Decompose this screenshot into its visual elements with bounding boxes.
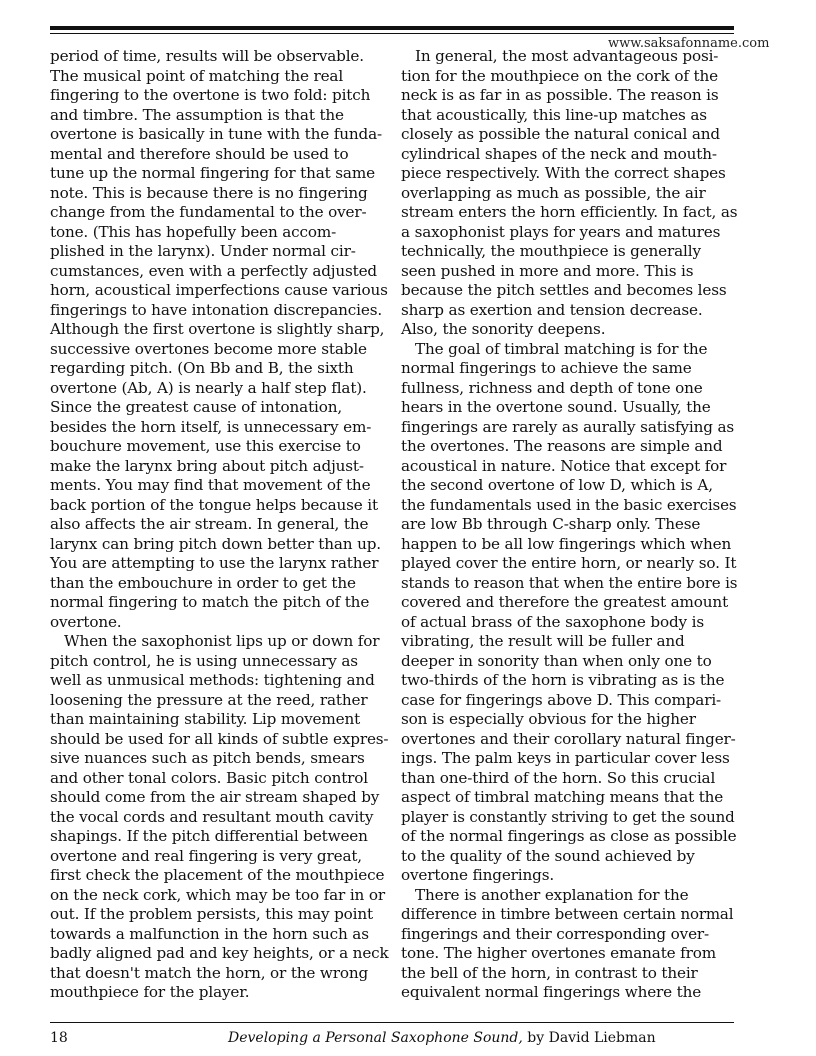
text-line: besides the horn itself, is unnecessary em- (50, 417, 372, 436)
text-line: fullness, richness and depth of tone one (401, 378, 703, 397)
text-line: stream enters the horn efficiently. In fact, as (401, 203, 738, 221)
text-line: bouchure movement, use this exercise to (50, 437, 361, 455)
text-line: should be used for all kinds of subtle expres- (50, 729, 389, 748)
text-line: ments. You may find that movement of the (50, 476, 371, 494)
text-line: to the quality of the sound achieved by (401, 846, 695, 865)
text-line: There is another explanation for the (415, 885, 689, 904)
text-line: than one-third of the horn. So this crucial (401, 768, 716, 787)
text-line: tone. (This has hopefully been accom- (50, 222, 337, 241)
text-line: ings. The palm keys in particular cover less (401, 749, 730, 767)
text-line: Since the greatest cause of intonation, (50, 398, 343, 416)
text-line: two-thirds of the horn is vibrating as is the (401, 671, 725, 689)
text-line: out. If the problem persists, this may point (50, 905, 373, 923)
text-line: and timbre. The assumption is that the (50, 105, 344, 124)
text-line: cylindrical shapes of the neck and mouth- (401, 144, 717, 163)
text-line: aspect of timbral matching means that the (401, 788, 724, 806)
text-line: the vocal cords and resultant mouth cavity (50, 807, 374, 826)
text-line: first check the placement of the mouthpiece (50, 866, 385, 884)
text-line: sive nuances such as pitch bends, smears (50, 749, 365, 767)
text-line: fingerings are rarely as aurally satisfying as (401, 417, 735, 436)
top-rule-thick (50, 26, 734, 30)
text-line: period of time, results will be observable. (50, 47, 364, 65)
text-line: happen to be all low fingerings which when (401, 534, 732, 553)
text-line: well as unmusical methods: tightening and (50, 671, 375, 689)
text-line: fingering to the overtone is two fold: pitch (50, 86, 371, 104)
text-line: badly aligned pad and key heights, or a neck (50, 944, 389, 962)
text-line: The musical point of matching the real (50, 66, 344, 85)
text-line: because the pitch settles and becomes less (401, 281, 727, 299)
text-line: on the neck cork, which may be too far in or (50, 885, 385, 904)
left-column (50, 47, 390, 1003)
text-line: player is constantly striving to get the sound (401, 807, 735, 826)
text-line: sharp as exertion and tension decrease. (401, 300, 703, 319)
text-line: In general, the most advantageous posi- (415, 47, 719, 65)
right-column (401, 47, 737, 1003)
text-line: acoustical in nature. Notice that except for (401, 456, 727, 475)
text-line: regarding pitch. (On Bb and B, the sixth (50, 359, 354, 377)
text-line: also affects the air stream. In general, the (50, 515, 369, 533)
text-line: of the normal fingerings as close as possible (401, 827, 737, 845)
text-line: the overtones. The reasons are simple and (401, 437, 723, 455)
text-line: piece respectively. With the correct shapes (401, 164, 726, 182)
page-number: 18 (50, 1030, 68, 1046)
footer-citation (228, 1029, 656, 1047)
text-line: overtone fingerings. (401, 866, 555, 884)
text-line: of actual brass of the saxophone body is (401, 612, 704, 631)
text-line: tion for the mouthpiece on the cork of the (401, 66, 718, 85)
text-line: that acoustically, this line-up matches as (401, 105, 707, 124)
text-line: overtones and their corollary natural finger- (401, 729, 736, 748)
text-line: are low Bb through C-sharp only. These (401, 515, 701, 533)
text-line: pitch control, he is using unnecessary as (50, 651, 358, 670)
text-line: change from the fundamental to the over- (50, 203, 367, 221)
text-line: normal fingering to match the pitch of the (50, 593, 370, 611)
text-line: difference in timbre between certain normal (401, 905, 734, 923)
text-line: than the embouchure in order to get the (50, 573, 356, 592)
text-line: stands to reason that when the entire bore is (401, 573, 738, 592)
text-line: should come from the air stream shaped by (50, 788, 380, 806)
top-rule-thin (50, 33, 734, 34)
text-line: and other tonal colors. Basic pitch control (50, 768, 368, 787)
text-line: You are attempting to use the larynx rather (50, 554, 379, 572)
text-line: fingerings and their corresponding over- (401, 924, 710, 943)
text-line: case for fingerings above D. This compari- (401, 690, 722, 709)
text-line: Although the first overtone is slightly sharp, (50, 320, 385, 338)
text-line: closely as possible the natural conical and (401, 125, 720, 143)
text-line: the fundamentals used in the basic exercises (401, 495, 737, 514)
text-line: than maintaining stability. Lip movement (50, 710, 361, 728)
text-line: shapings. If the pitch differential between (50, 827, 368, 845)
text-line: normal fingerings to achieve the same (401, 359, 692, 377)
author-byline: by David Liebman (522, 1030, 656, 1046)
text-line: back portion of the tongue helps because it (50, 495, 378, 514)
text-line: Also, the sonority deepens. (401, 320, 606, 338)
text-line: mouthpiece for the player. (50, 983, 250, 1001)
text-line: towards a malfunction in the horn such as (50, 924, 369, 943)
text-line: seen pushed in more and more. This is (401, 261, 694, 280)
text-line: neck is as far in as possible. The reason is (401, 86, 719, 104)
text-line: overtone and real fingering is very great, (50, 846, 362, 865)
text-line: a saxophonist plays for years and matures (401, 222, 721, 241)
text-line: covered and therefore the greatest amount (401, 593, 729, 611)
text-line: technically, the mouthpiece is generally (401, 242, 701, 260)
text-line: overtone (Ab, A) is nearly a half step flat). (50, 378, 367, 397)
text-line: overlapping as much as possible, the air (401, 183, 706, 202)
text-line: When the saxophonist lips up or down for (64, 632, 380, 650)
text-line: the bell of the horn, in contrast to their (401, 963, 698, 982)
text-line: equivalent normal fingerings where the (401, 983, 702, 1001)
text-line: son is especially obvious for the higher (401, 710, 696, 728)
text-line: that doesn't match the horn, or the wrong (50, 963, 369, 982)
text-line: deeper in sonority than when only one to (401, 651, 712, 670)
text-line: make the larynx bring about pitch adjust- (50, 456, 364, 475)
watermark-url: www.saksafonname.com (608, 36, 770, 51)
text-line: loosening the pressure at the reed, rather (50, 690, 368, 709)
text-line: successive overtones become more stable (50, 339, 367, 358)
text-line: the second overtone of low D, which is A, (401, 476, 713, 494)
text-line: hears in the overtone sound. Usually, the (401, 398, 711, 416)
text-line: larynx can bring pitch down better than up. (50, 534, 381, 553)
text-line: cumstances, even with a perfectly adjusted (50, 261, 378, 280)
text-line: mental and therefore should be used to (50, 144, 349, 163)
text-line: overtone is basically in tune with the funda- (50, 125, 382, 143)
bottom-rule (50, 1022, 734, 1023)
book-title: Developing a Personal Saxophone Sound, (228, 1030, 523, 1046)
text-line: note. This is because there is no fingering (50, 183, 368, 202)
text-line: The goal of timbral matching is for the (415, 339, 708, 358)
text-line: vibrating, the result will be fuller and (401, 632, 685, 650)
text-line: horn, acoustical imperfections cause various (50, 281, 388, 299)
text-line: tune up the normal fingering for that same (50, 164, 375, 182)
text-line: fingerings to have intonation discrepancies. (50, 300, 383, 319)
text-line: plished in the larynx). Under normal cir- (50, 242, 356, 260)
text-line: played cover the entire horn, or nearly so. It (401, 554, 737, 572)
text-line: tone. The higher overtones emanate from (401, 944, 717, 962)
text-line: overtone. (50, 612, 122, 631)
